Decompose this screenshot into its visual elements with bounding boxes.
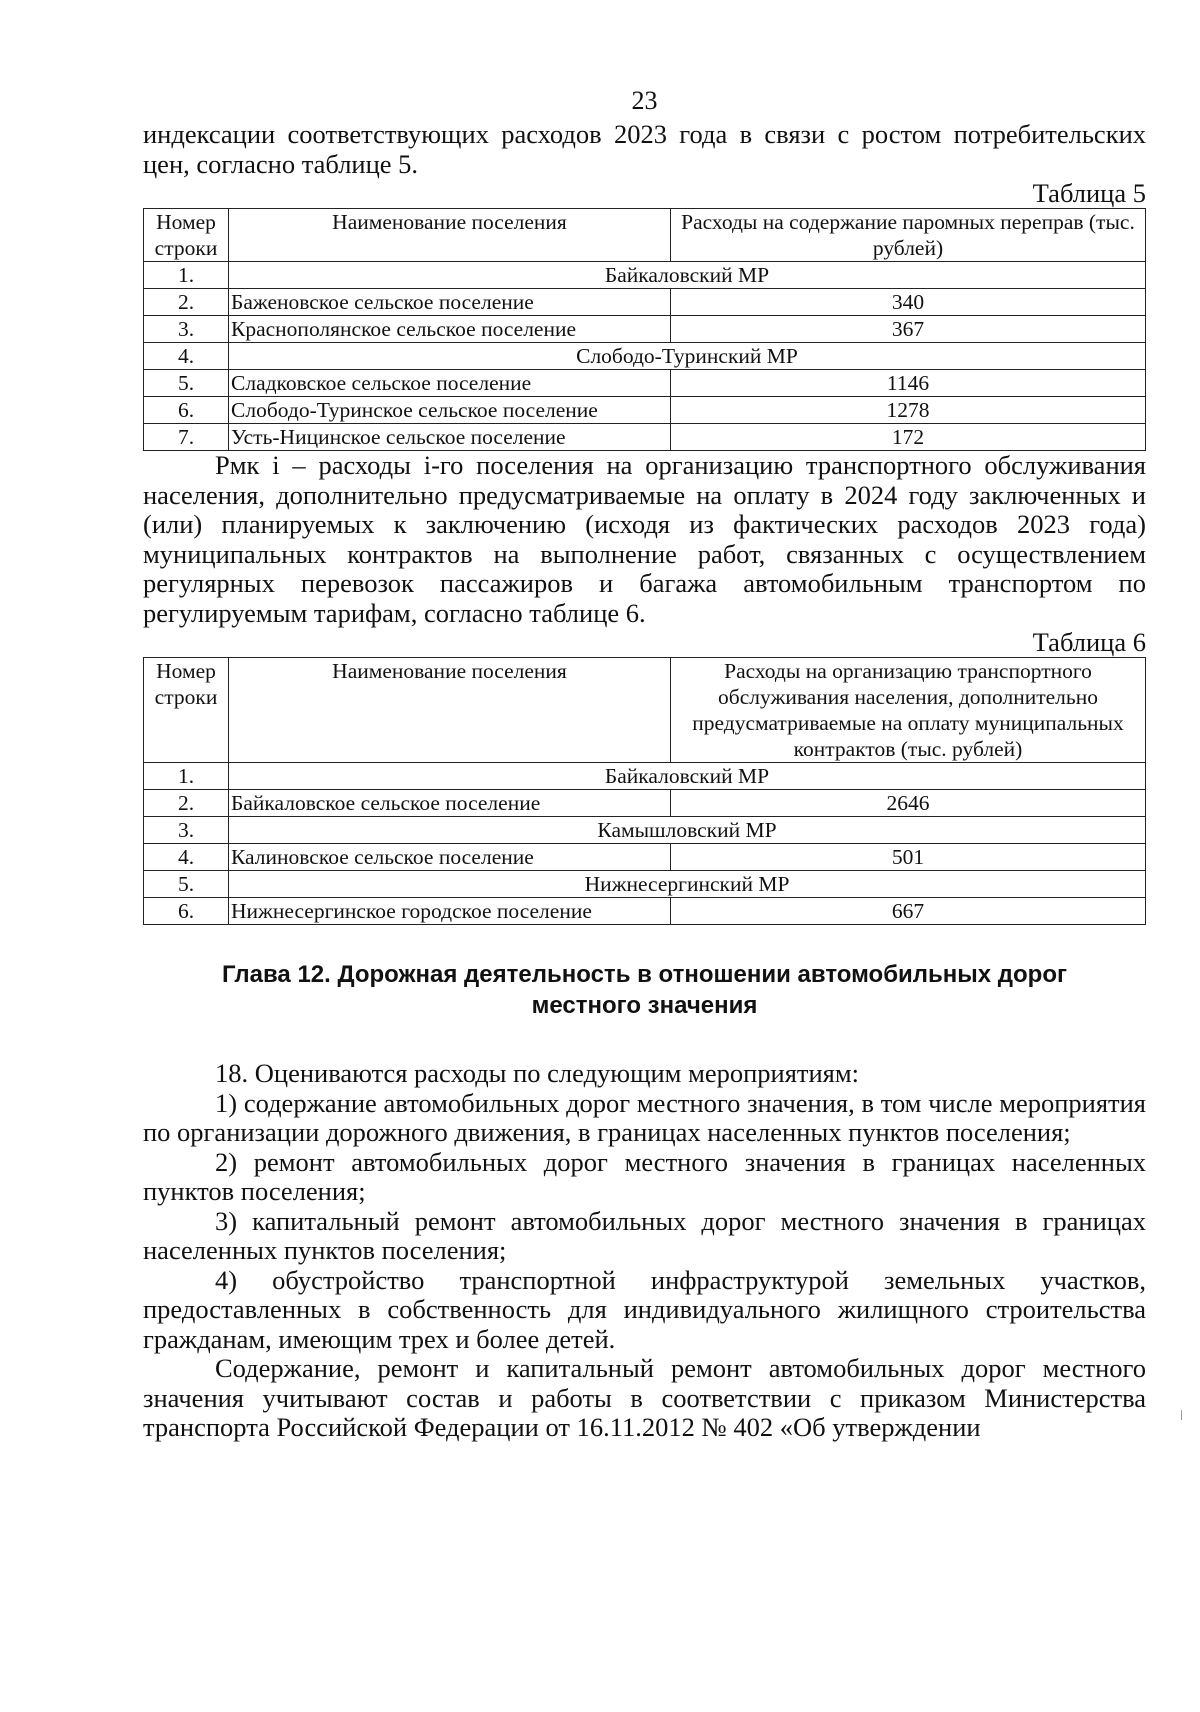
table-row	[144, 763, 1146, 790]
group-name: Нижнесергинский МР	[229, 871, 1146, 898]
closing-paragraph: Содержание, ремонт и капитальный ремонт автомобильных дорог местного значения учитывают состав и работы в соответствии с приказом Министерства транспорта Российской Федерации от 16.11.2012 № 402 «Об утверждении	[143, 1353, 1146, 1442]
row-number: 3.	[144, 817, 229, 844]
table-row	[144, 790, 1146, 817]
row-number: 4.	[144, 844, 229, 871]
group-name: Камышловский МР	[229, 817, 1146, 844]
document-page	[143, 84, 1146, 1443]
table-row	[144, 343, 1146, 370]
intro-paragraph: индексации соответствующих расходов 2023 года в связи с ростом потребительских цен, согласно таблице 5.	[143, 119, 1146, 179]
table-row	[144, 844, 1146, 871]
settlement-name: Краснополянское сельское поселение	[229, 316, 671, 343]
row-number: 4.	[144, 343, 229, 370]
row-number: 3.	[144, 316, 229, 343]
settlement-value: 1146	[671, 370, 1146, 397]
settlement-value: 367	[671, 316, 1146, 343]
table-row	[144, 289, 1146, 316]
table6-header-value: Расходы на организацию транспортного обслуживания населения, дополнительно предусматриваемые на оплату муниципальных контрактов (тыс. рублей)	[671, 658, 1146, 763]
settlement-name: Нижнесергинское городское поселение	[229, 898, 671, 925]
settlement-name: Сладковское сельское поселение	[229, 370, 671, 397]
settlement-name: Слободо-Туринское сельское поселение	[229, 397, 671, 424]
settlement-value: 501	[671, 844, 1146, 871]
table-row	[144, 370, 1146, 397]
row-number: 5.	[144, 370, 229, 397]
paragraph-18: 18. Оцениваются расходы по следующим мероприятиям:	[215, 1058, 859, 1088]
table-row	[144, 262, 1146, 289]
row-number: 7.	[144, 424, 229, 451]
settlement-value: 172	[671, 424, 1146, 451]
settlement-value: 1278	[671, 397, 1146, 424]
row-number: 6.	[144, 397, 229, 424]
list-item-1: 1) содержание автомобильных дорог местного значения, в том числе мероприятия по организации дорожного движения, в границах населенных пунктов поселения;	[143, 1087, 1146, 1147]
table-row	[144, 424, 1146, 451]
list-item-3: 3) капитальный ремонт автомобильных дорог местного значения в границах населенных пунктов поселения;	[143, 1205, 1146, 1265]
row-number: 1.	[144, 262, 229, 289]
table5-header-row	[144, 209, 1146, 262]
table5	[143, 208, 1146, 451]
settlement-value: 2646	[671, 790, 1146, 817]
table5-header-num: Номер строки	[144, 209, 229, 262]
scan-mark	[1181, 1410, 1182, 1420]
table5-caption: Таблица 5	[1032, 178, 1146, 208]
list-item-2: 2) ремонт автомобильных дорог местного значения в границах населенных пунктов поселения;	[143, 1146, 1146, 1206]
row-number: 6.	[144, 898, 229, 925]
table-row	[144, 898, 1146, 925]
table6-caption: Таблица 6	[1032, 627, 1146, 657]
table-row	[144, 817, 1146, 844]
settlement-value: 340	[671, 289, 1146, 316]
table6	[143, 657, 1146, 925]
chapter-title-line2: местного значения	[531, 992, 758, 1019]
group-name: Слободо-Туринский МР	[229, 343, 1146, 370]
settlement-name: Байкаловское сельское поселение	[229, 790, 671, 817]
settlement-name: Баженовское сельское поселение	[229, 289, 671, 316]
page-number: 23	[631, 86, 658, 115]
chapter-title	[143, 959, 1146, 1021]
row-number: 5.	[144, 871, 229, 898]
settlement-name: Усть-Ницинское сельское поселение	[229, 424, 671, 451]
row-number: 1.	[144, 763, 229, 790]
group-name: Байкаловский МР	[229, 262, 1146, 289]
table-row	[144, 316, 1146, 343]
chapter-title-line1: Глава 12. Дорожная деятельность в отношении автомобильных дорог	[221, 961, 1067, 988]
row-number: 2.	[144, 790, 229, 817]
table6-header-name: Наименование поселения	[229, 658, 671, 763]
group-name: Байкаловский МР	[229, 763, 1146, 790]
table-row	[144, 871, 1146, 898]
table5-header-value: Расходы на содержание паромных переправ (тыс. рублей)	[671, 209, 1146, 262]
rmk-paragraph: Рмк i – расходы i-го поселения на организацию транспортного обслуживания населения, дополнительно предусматриваемые на оплату в 2024 году заключенных и (или) планируемых к заключению (исходя из фактических расходов 2023 года) муниципальных контрактов на выполнение работ, связанных с осуществлением регулярных перевозок пассажиров и багажа автомобильным транспортом по регулируемым тарифам, согласно таблице 6.	[143, 450, 1146, 628]
table5-header-name: Наименование поселения	[229, 209, 671, 262]
settlement-name: Калиновское сельское поселение	[229, 844, 671, 871]
table-row	[144, 397, 1146, 424]
row-number: 2.	[144, 289, 229, 316]
table6-header-num: Номер строки	[144, 658, 229, 763]
settlement-value: 667	[671, 898, 1146, 925]
list-item-4: 4) обустройство транспортной инфраструктурой земельных участков, предоставленных в собственность для индивидуального жилищного строительства гражданам, имеющим трех и более детей.	[143, 1264, 1146, 1354]
table6-header-row	[144, 658, 1146, 763]
